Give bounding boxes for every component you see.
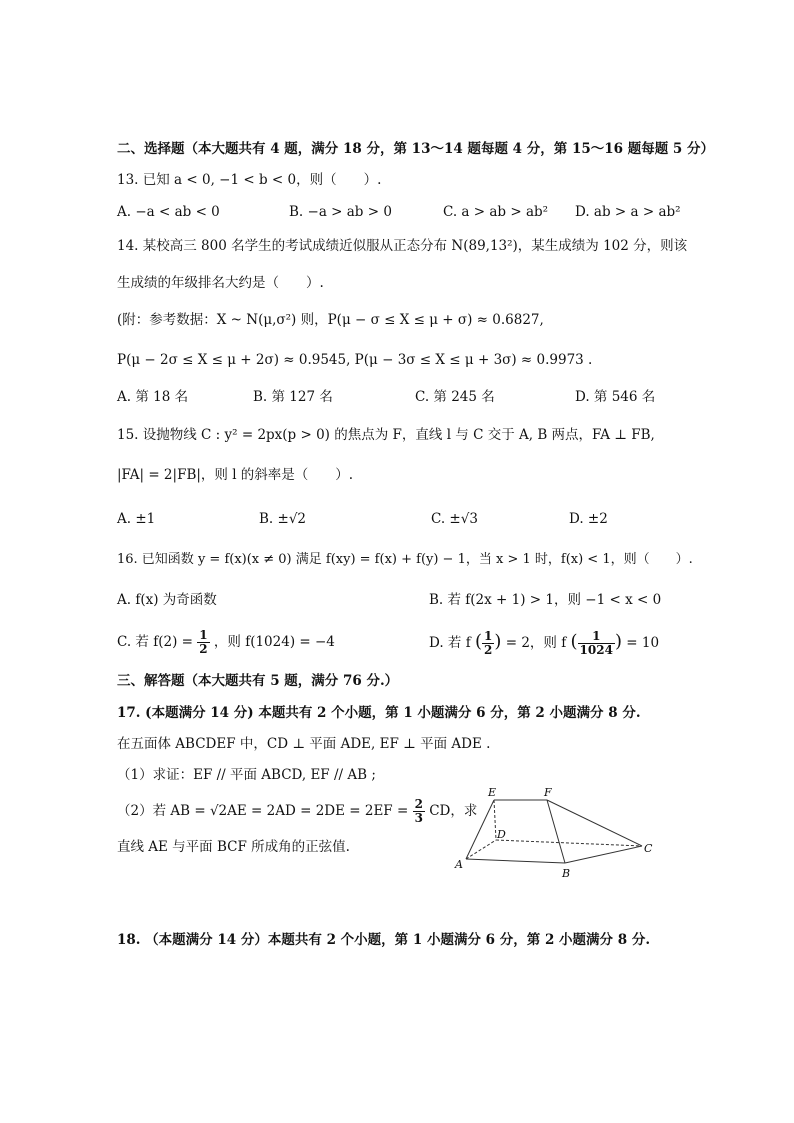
question-15-stem-line1: 15. 设抛物线 C : y² = 2px(p > 0) 的焦点为 F，直线 l 与 C 交于 A, B 两点，FA ⊥ FB,: [117, 427, 655, 443]
edge-fc: [547, 800, 642, 846]
question-17-intro: 在五面体 ABCDEF 中，CD ⊥ 平面 ADE, EF ⊥ 平面 ADE .: [117, 736, 491, 752]
q16-option-d-pre: D. 若 f: [429, 635, 471, 651]
q14-option-d: D. 第 546 名: [575, 389, 656, 405]
q16-option-d-post: = 10: [626, 635, 660, 651]
q17-part2-pre: （2）若 AB = √2AE = 2AD = 2DE = 2EF =: [117, 803, 409, 819]
q16-option-b: B. 若 f(2x + 1) > 1，则 −1 < x < 0: [429, 592, 662, 608]
q13-option-a: A. −a < ab < 0: [117, 204, 220, 220]
pentahedron-figure: [450, 782, 670, 882]
section-3-heading: 三、解答题（本大题共有 5 题，满分 76 分.）: [117, 673, 399, 689]
q15-option-b: B. ±√2: [259, 511, 307, 527]
question-13-stem: 13. 已知 a < 0, −1 < b < 0，则（ ）.: [117, 172, 382, 188]
question-17-part1: （1）求证：EF // 平面 ABCD, EF // AB ;: [117, 767, 376, 783]
q14-option-b: B. 第 127 名: [253, 389, 333, 405]
question-17-part2-line2: 直线 AE 与平面 BCF 所成角的正弦值.: [117, 839, 350, 855]
edge-ed-hidden: [494, 800, 496, 840]
question-17-title: 17. (本题满分 14 分) 本题共有 2 个小题，第 1 小题满分 6 分，第 2 小题满分 8 分.: [117, 705, 641, 721]
q17-part2-fraction: $\frac{2}{3}$: [414, 797, 423, 825]
edge-fb: [547, 800, 565, 863]
q13-option-b: B. −a > ab > 0: [289, 204, 392, 220]
q14-option-a: A. 第 18 名: [117, 389, 189, 405]
q14-option-c: C. 第 245 名: [415, 389, 495, 405]
q16-option-d: D. 若 f ( $\frac{1}{2}$ ) = 2，则 f ( $\frac{1}{1024}$ ) = 10: [429, 629, 660, 657]
question-14-stem-line2: 生成绩的年级排名大约是（ ）.: [117, 275, 324, 291]
section-2-heading: 二、选择题（本大题共有 4 题，满分 18 分，第 13～14 题每题 4 分，第 15～16 题每题 5 分）: [117, 141, 715, 157]
vertex-label-d: D: [497, 828, 506, 841]
q16-option-c: [117, 628, 335, 656]
edge-ab: [466, 859, 565, 863]
question-18-title: 18. （本题满分 14 分）本题共有 2 个小题，第 1 小题满分 6 分，第 2 小题满分 8 分.: [117, 932, 651, 948]
vertex-label-a: A: [455, 858, 463, 871]
vertex-label-c: C: [644, 842, 653, 855]
vertex-label-f: F: [544, 786, 552, 799]
question-14-stem-line1: 14. 某校高三 800 名学生的考试成绩近似服从正态分布 N(89,13²)，某生成绩为 102 分，则该: [117, 238, 688, 254]
q16-option-c-pre: C. 若 f(2) =: [117, 634, 193, 650]
q16-option-d-fraction-1: $\frac{1}{2}$: [484, 629, 493, 657]
q13-option-d: D. ab > a > ab²: [575, 204, 681, 220]
q16-option-d-fraction-2: $\frac{1}{1024}$: [579, 629, 613, 657]
q17-part2-post: CD，求: [429, 803, 478, 819]
question-15-stem-line2: |FA| = 2|FB|，则 l 的斜率是（ ）.: [117, 467, 354, 483]
edge-dc-hidden: [496, 840, 642, 846]
q16-option-c-post: ，则 f(1024) = −4: [213, 634, 335, 650]
q16-option-c-fraction: $\frac{1}{2}$: [199, 628, 208, 656]
question-14-reference-line1: (附：参考数据：X ~ N(μ,σ²) 则，P(μ − σ ≤ X ≤ μ + σ) ≈ 0.6827,: [117, 312, 544, 328]
q15-option-a: A. ±1: [117, 511, 156, 527]
q13-option-c: C. a > ab > ab²: [443, 204, 549, 220]
q15-option-c: C. ±√3: [431, 511, 478, 527]
q15-option-d: D. ±2: [569, 511, 608, 527]
vertex-label-e: E: [488, 786, 497, 799]
q16-option-a: A. f(x) 为奇函数: [117, 592, 217, 608]
edge-bc: [565, 846, 642, 863]
q16-option-d-mid: = 2，则 f: [505, 635, 567, 651]
question-16-stem: 16. 已知函数 y = f(x)(x ≠ 0) 满足 f(xy) = f(x) + f(y) − 1，当 x > 1 时，f(x) < 1，则（ ）.: [117, 552, 693, 567]
question-14-reference-line2: P(μ − 2σ ≤ X ≤ μ + 2σ) ≈ 0.9545, P(μ − 3σ ≤ X ≤ μ + 3σ) ≈ 0.9973 .: [117, 352, 593, 368]
question-17-part2: [117, 797, 477, 825]
vertex-label-b: B: [562, 867, 571, 880]
